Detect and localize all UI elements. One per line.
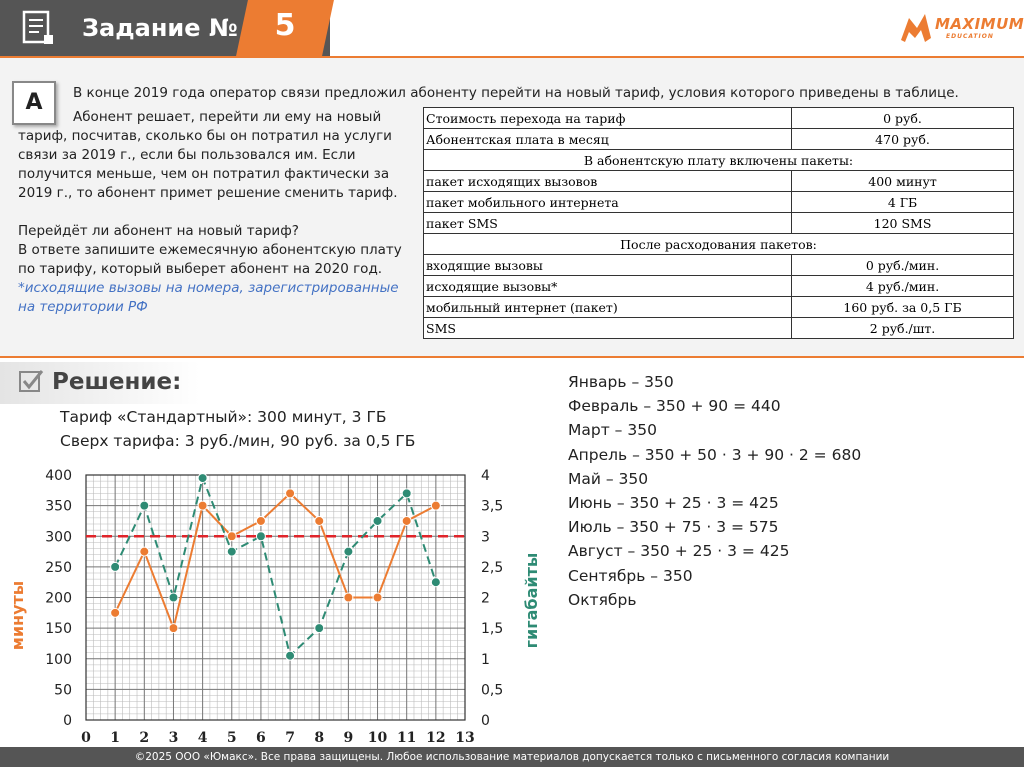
cell-value: 2 руб./шт. xyxy=(792,318,1014,339)
cell-label: SMS xyxy=(424,318,792,339)
checkbox-icon xyxy=(18,368,44,394)
x-tick-label: 12 xyxy=(426,730,446,745)
cell-value: 0 руб./мин. xyxy=(792,255,1014,276)
data-point-gigabytes xyxy=(256,532,265,541)
footer: ©2025 ООО «Юмакс». Все права защищены. Любое использование материалов допускается только с письменного согласия компании xyxy=(0,747,1024,767)
month-item: Октябрь xyxy=(568,590,637,609)
y-left-tick-label: 200 xyxy=(45,590,72,607)
cell-value: 470 руб. xyxy=(792,129,1014,150)
table-row xyxy=(424,192,1014,213)
cell-label: пакет мобильного интернета xyxy=(424,192,792,213)
y-left-tick-label: 50 xyxy=(54,682,72,699)
x-tick-label: 3 xyxy=(168,730,179,745)
data-point-gigabytes xyxy=(373,516,382,525)
data-point-gigabytes xyxy=(344,547,353,556)
data-point-gigabytes xyxy=(315,624,324,633)
paragraph-line: связи за 2019 г., если бы пользовался им. Если xyxy=(18,147,356,163)
paragraph-line: тариф, посчитав, сколько бы он потратил на услуги xyxy=(18,128,392,144)
solution-title: Решение: xyxy=(52,369,182,395)
x-tick-label: 9 xyxy=(343,730,354,745)
x-tick-label: 0 xyxy=(81,730,91,745)
question-line: Перейдёт ли абонент на новый тариф? xyxy=(18,223,299,239)
section-header: После расходования пакетов: xyxy=(424,234,1014,255)
cell-value: 4 ГБ xyxy=(792,192,1014,213)
y-right-tick-label: 2,5 xyxy=(481,559,504,576)
data-point-minutes xyxy=(373,593,382,602)
data-point-gigabytes xyxy=(169,593,178,602)
y-left-tick-label: 300 xyxy=(45,529,72,546)
cell-label: пакет SMS xyxy=(424,213,792,234)
y-right-tick-label: 1 xyxy=(481,651,490,668)
data-point-gigabytes xyxy=(140,501,149,510)
x-tick-label: 6 xyxy=(256,730,266,745)
month-list xyxy=(568,370,861,612)
month-item: Июль – 350 + 75 · 3 = 575 xyxy=(568,518,779,537)
y-right-tick-label: 1,5 xyxy=(481,621,504,638)
question-line: В ответе запишите ежемесячную абонентскую плату xyxy=(18,242,402,258)
y-right-tick-label: 0 xyxy=(481,713,490,729)
paragraph-line: Абонент решает, перейти ли ему на новый xyxy=(73,109,382,125)
logo-text: MAXIMUM xyxy=(935,15,1024,33)
problem-paragraph xyxy=(18,108,418,317)
table-row xyxy=(424,255,1014,276)
y-left-tick-label: 0 xyxy=(63,713,72,729)
table-row xyxy=(424,150,1014,171)
y-left-tick-label: 150 xyxy=(45,621,72,638)
month-item: Сентябрь – 350 xyxy=(568,566,693,585)
tariff-table xyxy=(423,107,1014,339)
data-point-minutes xyxy=(140,547,149,556)
y-right-tick-label: 2 xyxy=(481,590,490,607)
cell-label: Абонентская плата в месяц xyxy=(424,129,792,150)
table-row xyxy=(424,108,1014,129)
data-point-gigabytes xyxy=(431,578,440,587)
month-item: Июнь – 350 + 25 · 3 = 425 xyxy=(568,494,779,513)
tariff-line: Тариф «Стандартный»: 300 минут, 3 ГБ xyxy=(60,408,387,426)
month-item: Май – 350 xyxy=(568,469,649,488)
x-tick-label: 5 xyxy=(226,730,237,745)
y-right-tick-label: 4 xyxy=(481,468,490,484)
y-right-tick-label: 0,5 xyxy=(481,682,504,699)
document-icon xyxy=(20,9,56,47)
y-left-tick-label: 100 xyxy=(45,651,72,668)
table-row xyxy=(424,171,1014,192)
header xyxy=(0,0,1024,60)
question-line: по тарифу, который выберет абонент на 2020 год. xyxy=(18,261,383,277)
month-item: Август – 350 + 25 · 3 = 425 xyxy=(568,542,790,561)
x-tick-label: 10 xyxy=(367,730,388,745)
cell-value: 4 руб./мин. xyxy=(792,276,1014,297)
x-tick-label: 2 xyxy=(139,730,150,745)
data-point-gigabytes xyxy=(111,562,120,571)
y-left-tick-label: 400 xyxy=(45,468,72,484)
task-number: 5 xyxy=(274,8,296,43)
table-row xyxy=(424,234,1014,255)
logo-subtext: EDUCATION xyxy=(946,33,994,40)
data-point-minutes xyxy=(227,532,236,541)
table-row xyxy=(424,213,1014,234)
data-point-minutes xyxy=(111,608,120,617)
data-point-minutes xyxy=(198,501,207,510)
data-point-minutes xyxy=(431,501,440,510)
data-point-minutes xyxy=(344,593,353,602)
x-tick-label: 4 xyxy=(197,730,208,745)
y-left-tick-label: 350 xyxy=(45,498,72,515)
cell-value: 0 руб. xyxy=(792,108,1014,129)
section-header: В абонентскую плату включены пакеты: xyxy=(424,150,1014,171)
paragraph-line: получится меньше, чем он потратил фактически за xyxy=(18,166,390,182)
month-item: Январь – 350 xyxy=(568,373,674,391)
data-point-gigabytes xyxy=(286,651,295,660)
data-point-minutes xyxy=(169,624,178,633)
table-row xyxy=(424,318,1014,339)
header-title: Задание № xyxy=(82,14,238,42)
cell-label: мобильный интернет (пакет) xyxy=(424,297,792,318)
table-row xyxy=(424,129,1014,150)
cell-value: 160 руб. за 0,5 ГБ xyxy=(792,297,1014,318)
month-item: Март – 350 xyxy=(568,421,657,440)
x-tick-label: 13 xyxy=(455,730,475,745)
y-right-tick-label: 3 xyxy=(481,529,490,546)
table-row xyxy=(424,297,1014,318)
cell-value: 120 SMS xyxy=(792,213,1014,234)
data-point-minutes xyxy=(315,516,324,525)
cell-label: входящие вызовы xyxy=(424,255,792,276)
usage-chart xyxy=(0,455,560,745)
y-right-axis-title: гигабайты xyxy=(522,552,541,649)
y-left-tick-label: 250 xyxy=(45,559,72,576)
cell-label: пакет исходящих вызовов xyxy=(424,171,792,192)
variant-badge: А xyxy=(12,81,56,125)
x-tick-label: 8 xyxy=(314,730,325,745)
footnote-line: на территории РФ xyxy=(18,299,148,315)
cell-value: 400 минут xyxy=(792,171,1014,192)
cell-label: Стоимость перехода на тариф xyxy=(424,108,792,129)
footnote-line: *исходящие вызовы на номера, зарегистрированные xyxy=(18,280,399,296)
y-left-axis-title: минуты xyxy=(8,580,27,651)
problem-divider xyxy=(0,356,1024,358)
data-point-gigabytes xyxy=(198,474,207,483)
x-tick-label: 1 xyxy=(110,730,121,745)
paragraph-line: 2019 г., то абонент примет решение сменить тариф. xyxy=(18,185,398,201)
x-tick-label: 7 xyxy=(285,730,295,745)
extra-line: Сверх тарифа: 3 руб./мин, 90 руб. за 0,5 ГБ xyxy=(60,432,416,450)
data-point-minutes xyxy=(256,516,265,525)
month-item: Апрель – 350 + 50 · 3 + 90 · 2 = 680 xyxy=(568,445,862,464)
table-row xyxy=(424,276,1014,297)
data-point-gigabytes xyxy=(227,547,236,556)
problem-intro: В конце 2019 года оператор связи предложил абоненту перейти на новый тариф, условия которого приведены в таблице. xyxy=(73,85,959,101)
month-item: Февраль – 350 + 90 = 440 xyxy=(568,397,781,416)
x-tick-label: 11 xyxy=(396,730,417,745)
y-right-tick-label: 3,5 xyxy=(481,498,504,515)
data-point-minutes xyxy=(286,489,295,498)
cell-label: исходящие вызовы* xyxy=(424,276,792,297)
data-point-gigabytes xyxy=(402,489,411,498)
data-point-minutes xyxy=(402,516,411,525)
